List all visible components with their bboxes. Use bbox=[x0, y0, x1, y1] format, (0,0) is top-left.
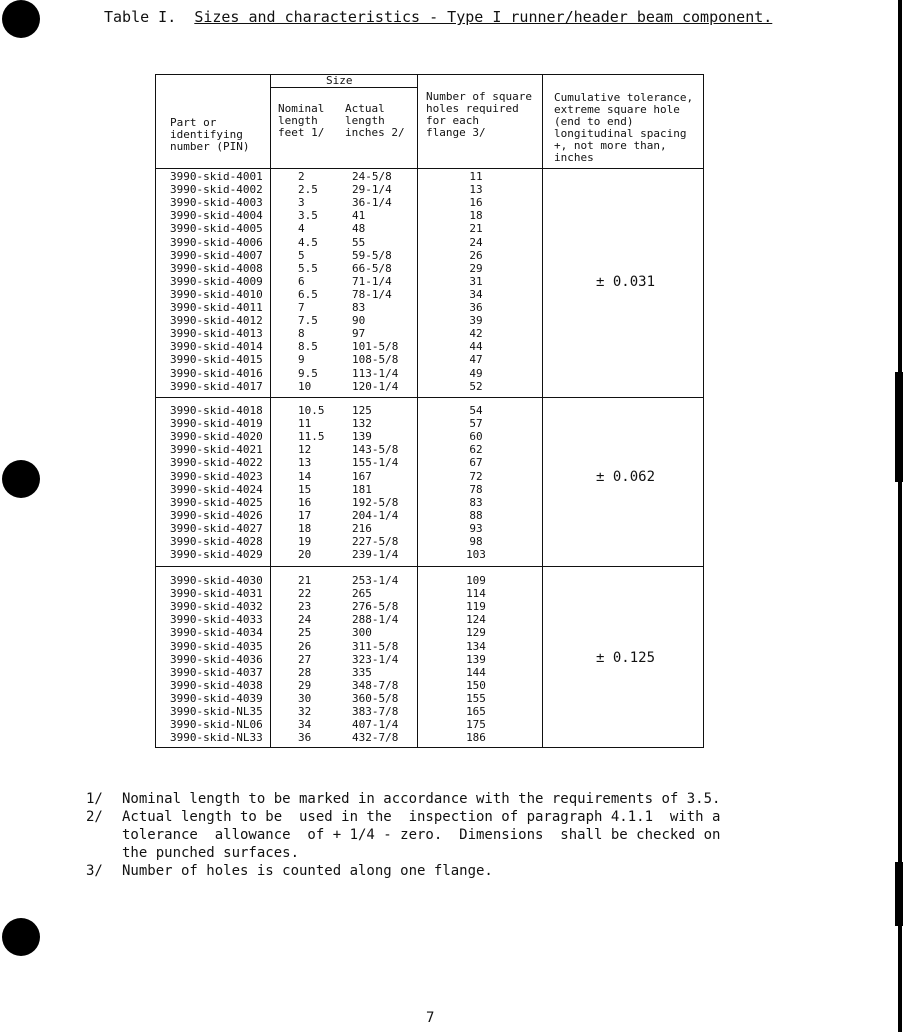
binder-hole-bottom bbox=[2, 918, 40, 956]
cell-pin: 3990-skid-4003 bbox=[170, 196, 263, 210]
cell-pin: 3990-skid-4006 bbox=[170, 235, 263, 249]
cell-actual: 276-5/8 bbox=[352, 600, 399, 614]
table-row bbox=[156, 496, 542, 509]
cell-nominal: 7 bbox=[298, 301, 305, 314]
cell-pin: 3990-skid-4028 bbox=[170, 535, 263, 548]
cell-actual: 239-1/4 bbox=[352, 548, 399, 562]
table-row bbox=[156, 417, 542, 430]
table-title-text: Sizes and characteristics - Type I runner/header beam component. bbox=[194, 8, 773, 26]
cell-actual: 323-1/4 bbox=[352, 652, 399, 666]
cell-nominal: 9 bbox=[298, 353, 305, 367]
cell-nominal: 30 bbox=[298, 691, 312, 705]
table-row bbox=[156, 640, 542, 653]
binder-hole-middle bbox=[2, 460, 40, 498]
footnote-line: the punched surfaces. bbox=[122, 845, 300, 861]
table-row bbox=[156, 404, 542, 417]
cell-nominal: 3.5 bbox=[298, 209, 318, 223]
cell-actual: 300 bbox=[352, 626, 372, 640]
table-row bbox=[156, 170, 542, 183]
cell-nominal: 26 bbox=[298, 639, 312, 653]
cell-actual: 288-1/4 bbox=[352, 613, 399, 627]
cell-pin: 3990-skid-4025 bbox=[170, 495, 263, 509]
cell-nominal: 4 bbox=[298, 222, 305, 236]
table-row bbox=[156, 301, 542, 314]
cell-holes: 165 bbox=[466, 705, 486, 718]
cell-actual: 29-1/4 bbox=[352, 183, 392, 197]
cell-pin: 3990-skid-4036 bbox=[170, 652, 263, 666]
cell-actual: 78-1/4 bbox=[352, 287, 392, 301]
header-nominal-length: Nominal length feet 1/ bbox=[278, 102, 325, 139]
cell-holes: 24 bbox=[469, 235, 483, 249]
cell-nominal: 8 bbox=[298, 327, 305, 341]
cell-actual: 311-5/8 bbox=[352, 639, 399, 653]
cell-pin: 3990-skid-4004 bbox=[170, 209, 263, 223]
page-edge-mark-1 bbox=[895, 372, 903, 482]
cell-pin: 3990-skid-4010 bbox=[170, 287, 263, 301]
cell-pin: 3990-skid-4032 bbox=[170, 600, 263, 614]
cell-nominal: 8.5 bbox=[298, 340, 318, 354]
header-size-group: Size bbox=[326, 74, 353, 87]
cell-nominal: 7.5 bbox=[298, 314, 318, 328]
cell-pin: 3990-skid-4015 bbox=[170, 353, 263, 367]
table-row bbox=[156, 692, 542, 705]
cell-holes: 88 bbox=[469, 508, 483, 522]
cell-pin: 3990-skid-4016 bbox=[170, 366, 263, 380]
cell-actual: 432-7/8 bbox=[352, 731, 399, 745]
cell-nominal: 18 bbox=[298, 521, 312, 535]
cell-pin: 3990-skid-4002 bbox=[170, 183, 263, 197]
cell-actual: 113-1/4 bbox=[352, 366, 399, 380]
cell-pin: 3990-skid-4008 bbox=[170, 261, 263, 275]
footnote-number: 2/ bbox=[86, 809, 103, 825]
cell-nominal: 3 bbox=[298, 196, 305, 210]
footnote-line: Actual length to be used in the inspection of paragraph 4.1.1 with a bbox=[122, 809, 721, 825]
table-title bbox=[104, 8, 772, 26]
cell-holes: 186 bbox=[466, 731, 486, 745]
cell-pin: 3990-skid-4034 bbox=[170, 626, 263, 640]
cell-actual: 24-5/8 bbox=[352, 170, 392, 183]
cell-holes: 16 bbox=[469, 196, 483, 210]
cell-nominal: 19 bbox=[298, 535, 312, 548]
page-number: 7 bbox=[426, 1010, 435, 1026]
cell-actual: 66-5/8 bbox=[352, 261, 392, 275]
cell-actual: 253-1/4 bbox=[352, 574, 399, 587]
table-row bbox=[156, 666, 542, 679]
table-title-prefix: Table I. bbox=[104, 8, 177, 26]
table-row bbox=[156, 483, 542, 496]
cell-holes: 139 bbox=[466, 652, 486, 666]
cell-pin: 3990-skid-4001 bbox=[170, 170, 263, 183]
cell-holes: 93 bbox=[469, 521, 483, 535]
cell-pin: 3990-skid-4037 bbox=[170, 665, 263, 679]
cell-actual: 407-1/4 bbox=[352, 718, 399, 732]
cell-pin: 3990-skid-4013 bbox=[170, 327, 263, 341]
header-tolerance: Cumulative tolerance, extreme square hole (end to end) longitudinal spacing +, not more than, inches bbox=[554, 91, 694, 164]
cell-pin: 3990-skid-4012 bbox=[170, 314, 263, 328]
cell-holes: 57 bbox=[469, 417, 483, 431]
cell-pin: 3990-skid-4014 bbox=[170, 340, 263, 354]
cell-holes: 47 bbox=[469, 353, 483, 367]
cell-actual: 120-1/4 bbox=[352, 379, 399, 393]
cell-actual: 97 bbox=[352, 327, 366, 341]
cell-actual: 360-5/8 bbox=[352, 691, 399, 705]
cell-pin: 3990-skid-4011 bbox=[170, 301, 263, 314]
table-row bbox=[156, 509, 542, 522]
cell-actual: 48 bbox=[352, 222, 366, 236]
table-row bbox=[156, 183, 542, 196]
cell-holes: 72 bbox=[469, 469, 483, 483]
cell-actual: 90 bbox=[352, 314, 366, 328]
cell-holes: 150 bbox=[466, 678, 486, 692]
cell-actual: 335 bbox=[352, 665, 372, 679]
cell-holes: 98 bbox=[469, 535, 483, 548]
table-row bbox=[156, 275, 542, 288]
cell-pin: 3990-skid-4018 bbox=[170, 404, 263, 417]
cell-holes: 21 bbox=[469, 222, 483, 236]
cell-actual: 36-1/4 bbox=[352, 196, 392, 210]
cell-holes: 129 bbox=[466, 626, 486, 640]
cell-holes: 29 bbox=[469, 261, 483, 275]
cell-holes: 52 bbox=[469, 379, 483, 393]
cell-pin: 3990-skid-4027 bbox=[170, 521, 263, 535]
footnote-line: Nominal length to be marked in accordance with the requirements of 3.5. bbox=[122, 791, 721, 807]
table-row bbox=[156, 613, 542, 626]
cell-actual: 348-7/8 bbox=[352, 678, 399, 692]
table-row bbox=[156, 380, 542, 393]
footnote-number: 3/ bbox=[86, 863, 103, 879]
cell-actual: 265 bbox=[352, 587, 372, 601]
cell-nominal: 29 bbox=[298, 678, 312, 692]
cell-holes: 155 bbox=[466, 691, 486, 705]
cell-actual: 55 bbox=[352, 235, 366, 249]
cell-pin: 3990-skid-4019 bbox=[170, 417, 263, 431]
cell-actual: 216 bbox=[352, 521, 372, 535]
cell-holes: 109 bbox=[466, 574, 486, 587]
cell-actual: 83 bbox=[352, 301, 366, 314]
cell-nominal: 28 bbox=[298, 665, 312, 679]
sizes-table bbox=[155, 74, 704, 748]
table-row bbox=[156, 626, 542, 639]
table-row bbox=[156, 314, 542, 327]
cell-holes: 67 bbox=[469, 456, 483, 470]
page-edge-mark-2 bbox=[895, 862, 903, 926]
cell-nominal: 24 bbox=[298, 613, 312, 627]
cell-actual: 59-5/8 bbox=[352, 248, 392, 262]
cell-pin: 3990-skid-4020 bbox=[170, 430, 263, 444]
table-row bbox=[156, 209, 542, 222]
table-row bbox=[156, 367, 542, 380]
cell-holes: 60 bbox=[469, 430, 483, 444]
cell-actual: 108-5/8 bbox=[352, 353, 399, 367]
table-row bbox=[156, 222, 542, 235]
group-line-1 bbox=[156, 397, 703, 398]
table-row bbox=[156, 456, 542, 469]
header-holes: Number of square holes required for each flange 3/ bbox=[426, 90, 532, 139]
cell-nominal: 13 bbox=[298, 456, 312, 470]
cell-pin: 3990-skid-NL06 bbox=[170, 718, 263, 732]
table-row bbox=[156, 705, 542, 718]
table-row bbox=[156, 288, 542, 301]
cell-actual: 143-5/8 bbox=[352, 443, 399, 457]
table-row bbox=[156, 653, 542, 666]
cell-nominal: 17 bbox=[298, 508, 312, 522]
cell-actual: 41 bbox=[352, 209, 366, 223]
table-row bbox=[156, 430, 542, 443]
table-row bbox=[156, 600, 542, 613]
table-row bbox=[156, 327, 542, 340]
cell-holes: 39 bbox=[469, 314, 483, 328]
cell-nominal: 11.5 bbox=[298, 430, 325, 444]
cell-pin: 3990-skid-NL35 bbox=[170, 705, 263, 718]
cell-pin: 3990-skid-4021 bbox=[170, 443, 263, 457]
table-row bbox=[156, 340, 542, 353]
cell-holes: 119 bbox=[466, 600, 486, 614]
cell-nominal: 4.5 bbox=[298, 235, 318, 249]
cell-pin: 3990-skid-4005 bbox=[170, 222, 263, 236]
table-row bbox=[156, 249, 542, 262]
cell-holes: 144 bbox=[466, 665, 486, 679]
header-pin: Part or identifying number (PIN) bbox=[170, 116, 250, 153]
cell-holes: 42 bbox=[469, 327, 483, 341]
cell-actual: 167 bbox=[352, 469, 372, 483]
cell-nominal: 10.5 bbox=[298, 404, 325, 417]
cell-holes: 114 bbox=[466, 587, 486, 601]
cell-pin: 3990-skid-4017 bbox=[170, 379, 263, 393]
cell-nominal: 25 bbox=[298, 626, 312, 640]
size-group-line bbox=[270, 87, 417, 88]
header-actual-length: Actual length inches 2/ bbox=[345, 102, 405, 139]
cell-pin: 3990-skid-4038 bbox=[170, 678, 263, 692]
cell-pin: 3990-skid-4026 bbox=[170, 508, 263, 522]
cell-pin: 3990-skid-4035 bbox=[170, 639, 263, 653]
cell-holes: 18 bbox=[469, 209, 483, 223]
cell-actual: 155-1/4 bbox=[352, 456, 399, 470]
cell-holes: 36 bbox=[469, 301, 483, 314]
table-row bbox=[156, 196, 542, 209]
table-row bbox=[156, 236, 542, 249]
cell-pin: 3990-skid-NL33 bbox=[170, 731, 263, 745]
cell-nominal: 20 bbox=[298, 548, 312, 562]
cell-actual: 71-1/4 bbox=[352, 274, 392, 288]
cell-actual: 125 bbox=[352, 404, 372, 417]
cell-pin: 3990-skid-4029 bbox=[170, 548, 263, 562]
footnote-line: tolerance allowance of + 1/4 - zero. Dimensions shall be checked on bbox=[122, 827, 721, 843]
cell-nominal: 32 bbox=[298, 705, 312, 718]
cell-holes: 134 bbox=[466, 639, 486, 653]
cell-nominal: 27 bbox=[298, 652, 312, 666]
cell-pin: 3990-skid-4039 bbox=[170, 691, 263, 705]
group-line-2 bbox=[156, 566, 703, 567]
table-row bbox=[156, 574, 542, 587]
footnote-number: 1/ bbox=[86, 791, 103, 807]
cell-holes: 31 bbox=[469, 274, 483, 288]
cell-pin: 3990-skid-4022 bbox=[170, 456, 263, 470]
cell-nominal: 22 bbox=[298, 587, 312, 601]
cell-pin: 3990-skid-4031 bbox=[170, 587, 263, 601]
cell-nominal: 9.5 bbox=[298, 366, 318, 380]
table-row bbox=[156, 535, 542, 548]
cell-holes: 26 bbox=[469, 248, 483, 262]
table-row bbox=[156, 522, 542, 535]
cell-nominal: 11 bbox=[298, 417, 312, 431]
cell-actual: 383-7/8 bbox=[352, 705, 399, 718]
cell-pin: 3990-skid-4030 bbox=[170, 574, 263, 587]
cell-pin: 3990-skid-4007 bbox=[170, 248, 263, 262]
cell-actual: 181 bbox=[352, 482, 372, 496]
cell-holes: 175 bbox=[466, 718, 486, 732]
group-tolerance: ± 0.031 bbox=[596, 274, 656, 290]
cell-nominal: 23 bbox=[298, 600, 312, 614]
table-row bbox=[156, 718, 542, 731]
table-row bbox=[156, 587, 542, 600]
cell-holes: 34 bbox=[469, 287, 483, 301]
cell-nominal: 36 bbox=[298, 731, 312, 745]
cell-holes: 11 bbox=[469, 170, 483, 183]
cell-pin: 3990-skid-4024 bbox=[170, 482, 263, 496]
cell-nominal: 16 bbox=[298, 495, 312, 509]
cell-holes: 49 bbox=[469, 366, 483, 380]
cell-holes: 44 bbox=[469, 340, 483, 354]
cell-nominal: 6 bbox=[298, 274, 305, 288]
cell-nominal: 34 bbox=[298, 718, 312, 732]
cell-nominal: 6.5 bbox=[298, 287, 318, 301]
cell-actual: 227-5/8 bbox=[352, 535, 399, 548]
table-row bbox=[156, 443, 542, 456]
col-line-3 bbox=[542, 75, 543, 747]
table-row bbox=[156, 470, 542, 483]
cell-holes: 62 bbox=[469, 443, 483, 457]
cell-pin: 3990-skid-4033 bbox=[170, 613, 263, 627]
header-bottom-line bbox=[156, 168, 703, 169]
cell-actual: 139 bbox=[352, 430, 372, 444]
table-row bbox=[156, 731, 542, 744]
group-tolerance: ± 0.125 bbox=[596, 650, 656, 666]
cell-pin: 3990-skid-4009 bbox=[170, 274, 263, 288]
cell-holes: 83 bbox=[469, 495, 483, 509]
table-row bbox=[156, 548, 542, 561]
cell-nominal: 21 bbox=[298, 574, 312, 587]
cell-nominal: 10 bbox=[298, 379, 312, 393]
table-row bbox=[156, 679, 542, 692]
cell-holes: 54 bbox=[469, 404, 483, 417]
footnote-line: Number of holes is counted along one flange. bbox=[122, 863, 493, 879]
cell-nominal: 12 bbox=[298, 443, 312, 457]
cell-actual: 204-1/4 bbox=[352, 508, 399, 522]
table-row bbox=[156, 262, 542, 275]
table-row bbox=[156, 353, 542, 366]
cell-nominal: 5.5 bbox=[298, 261, 318, 275]
cell-holes: 124 bbox=[466, 613, 486, 627]
binder-hole-top bbox=[2, 0, 40, 38]
cell-pin: 3990-skid-4023 bbox=[170, 469, 263, 483]
cell-actual: 192-5/8 bbox=[352, 495, 399, 509]
cell-nominal: 14 bbox=[298, 469, 312, 483]
cell-holes: 78 bbox=[469, 482, 483, 496]
cell-holes: 13 bbox=[469, 183, 483, 197]
cell-nominal: 2.5 bbox=[298, 183, 318, 197]
cell-nominal: 2 bbox=[298, 170, 305, 183]
cell-nominal: 5 bbox=[298, 248, 305, 262]
cell-holes: 103 bbox=[466, 548, 486, 562]
cell-actual: 101-5/8 bbox=[352, 340, 399, 354]
cell-actual: 132 bbox=[352, 417, 372, 431]
group-tolerance: ± 0.062 bbox=[596, 469, 656, 485]
cell-nominal: 15 bbox=[298, 482, 312, 496]
